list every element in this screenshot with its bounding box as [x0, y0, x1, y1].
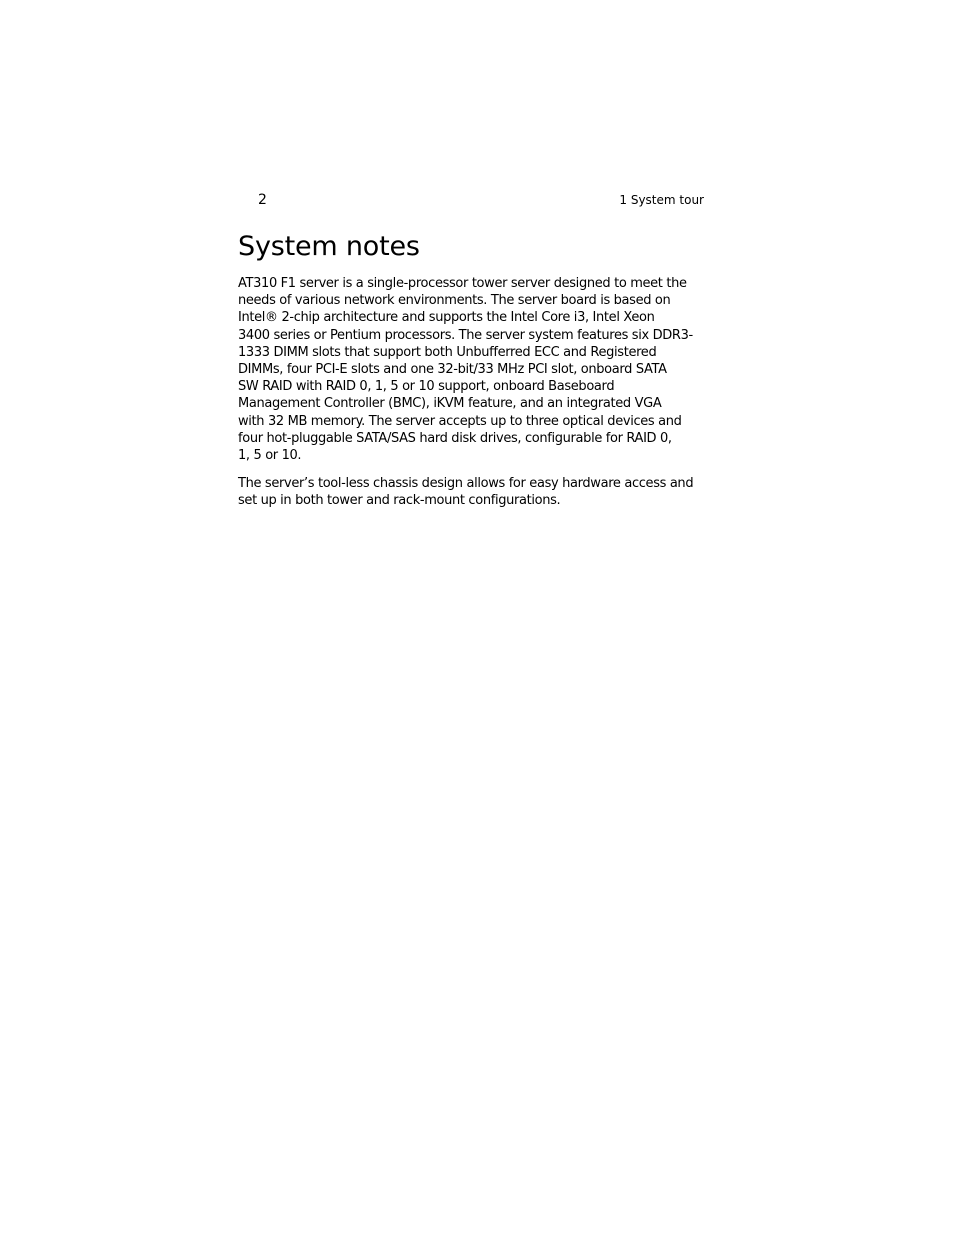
paragraph-line: set up in both tower and rack-mount configurations. — [238, 493, 561, 509]
paragraph-line: 1333 DIMM slots that support both Unbufferred ECC and Registered — [238, 344, 657, 360]
paragraph-line: SW RAID with RAID 0, 1, 5 or 10 support, onboard Baseboard — [238, 379, 615, 395]
section-title: System notes — [238, 231, 420, 262]
paragraph-line: four hot-pluggable SATA/SAS hard disk drives, configurable for RAID 0, — [238, 430, 672, 446]
body-paragraph — [238, 275, 704, 464]
paragraph-line: 3400 series or Pentium processors. The server system features six DDR3- — [238, 327, 693, 343]
paragraph-line: with 32 MB memory. The server accepts up to three optical devices and — [238, 413, 682, 429]
paragraph-line: The server’s tool-less chassis design allows for easy hardware access and — [238, 476, 694, 491]
paragraph-line: Management Controller (BMC), iKVM feature, and an integrated VGA — [238, 396, 662, 412]
running-header: 1 System tour — [619, 193, 704, 207]
paragraph-line: 1, 5 or 10. — [238, 448, 302, 464]
paragraph-line: DIMMs, four PCI-E slots and one 32-bit/33 MHz PCI slot, onboard SATA — [238, 362, 667, 378]
body-paragraph — [238, 475, 704, 509]
paragraph-line: needs of various network environments. The server board is based on — [238, 293, 671, 309]
paragraph-line: AT310 F1 server is a single-processor tower server designed to meet the — [238, 276, 687, 291]
paragraph-line: Intel® 2-chip architecture and supports the Intel Core i3, Intel Xeon — [238, 310, 655, 326]
page-number: 2 — [258, 192, 267, 208]
